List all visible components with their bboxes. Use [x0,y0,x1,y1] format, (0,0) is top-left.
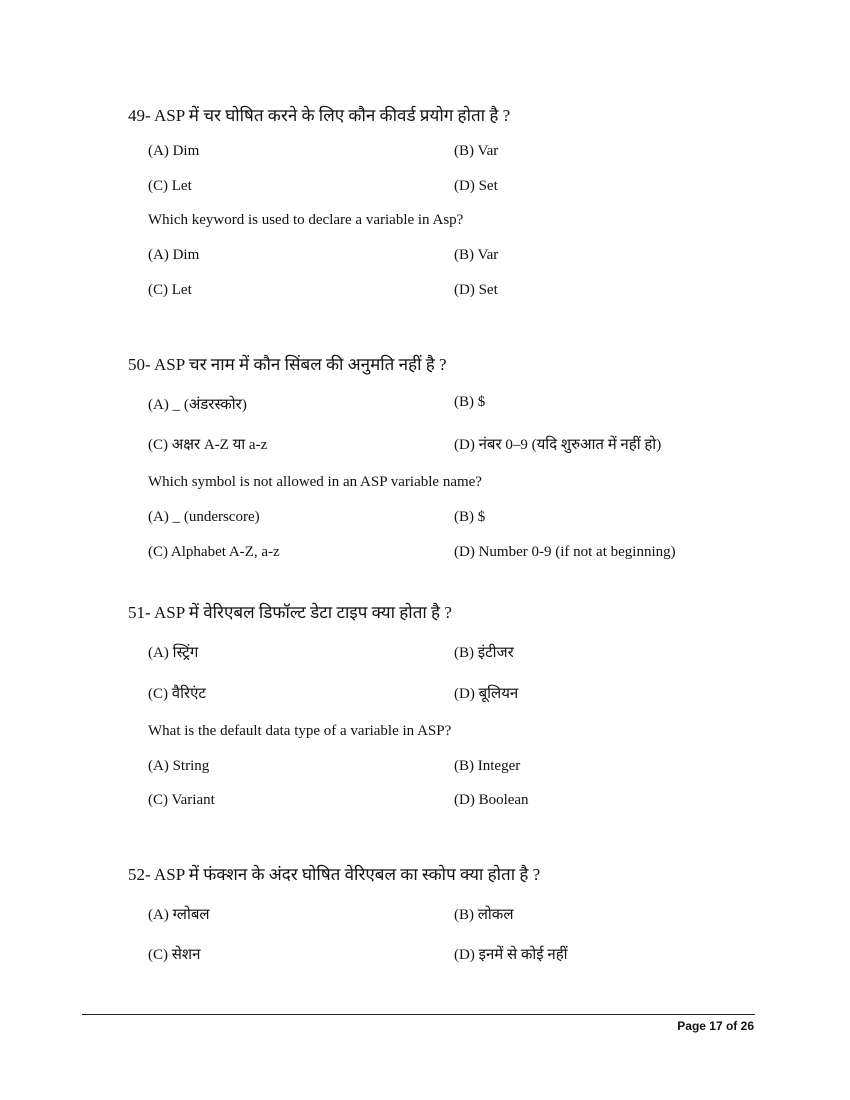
q51-english-option-b: (B) Integer [454,758,521,774]
q49-hindi-option-a: (A) Dim [148,143,200,159]
q50-english-option-d: (D) Number 0-9 (if not at beginning) [454,544,676,560]
q50-english-option-a: (A) _ (underscore) [148,509,260,525]
q51-english-option-a: (A) String [148,758,210,774]
question-50-english: Which symbol is not allowed in an ASP variable name? [148,474,482,490]
footer-divider [82,1014,755,1015]
q50-hindi-option-b: (B) $ [454,394,486,410]
question-52-hindi: 52- ASP में फंक्शन के अंदर घोषित वेरिएबल का स्कोप क्या होता है ? [128,865,541,884]
question-49-english: Which keyword is used to declare a variable in Asp? [148,212,464,228]
q51-english-option-d: (D) Boolean [454,792,529,808]
q49-hindi-option-d: (D) Set [454,178,498,194]
q50-hindi-option-c: (C) अक्षर A-Z या a-z [148,437,268,453]
question-49-hindi: 49- ASP में चर घोषित करने के लिए कौन कीवर्ड प्रयोग होता है ? [128,106,511,125]
q50-hindi-option-d: (D) नंबर 0–9 (यदि शुरुआत में नहीं हो) [454,437,662,453]
q49-hindi-option-c: (C) Let [148,178,192,194]
q49-english-option-c: (C) Let [148,282,192,298]
q51-english-option-c: (C) Variant [148,792,215,808]
question-51-hindi: 51- ASP में वेरिएबल डिफॉल्ट डेटा टाइप क्या होता है ? [128,603,452,622]
q52-hindi-option-c: (C) सेशन [148,947,201,963]
question-51-english: What is the default data type of a variable in ASP? [148,723,452,739]
q49-english-option-a: (A) Dim [148,247,200,263]
q49-english-option-b: (B) Var [454,247,499,263]
q49-english-option-d: (D) Set [454,282,498,298]
q51-hindi-option-c: (C) वैरिएंट [148,686,206,702]
q51-hindi-option-a: (A) स्ट्रिंग [148,645,199,661]
q50-hindi-option-a: (A) _ (अंडरस्कोर) [148,397,247,413]
q52-hindi-option-b: (B) लोकल [454,907,514,923]
question-50-hindi: 50- ASP चर नाम में कौन सिंबल की अनुमति नहीं है ? [128,355,447,374]
q52-hindi-option-a: (A) ग्लोबल [148,907,210,923]
q51-hindi-option-b: (B) इंटीजर [454,645,514,661]
page-number: Page 17 of 26 [677,1019,754,1033]
q52-hindi-option-d: (D) इनमें से कोई नहीं [454,947,568,963]
q51-hindi-option-d: (D) बूलियन [454,686,519,702]
q50-english-option-b: (B) $ [454,509,486,525]
q49-hindi-option-b: (B) Var [454,143,499,159]
q50-english-option-c: (C) Alphabet A-Z, a-z [148,544,280,560]
